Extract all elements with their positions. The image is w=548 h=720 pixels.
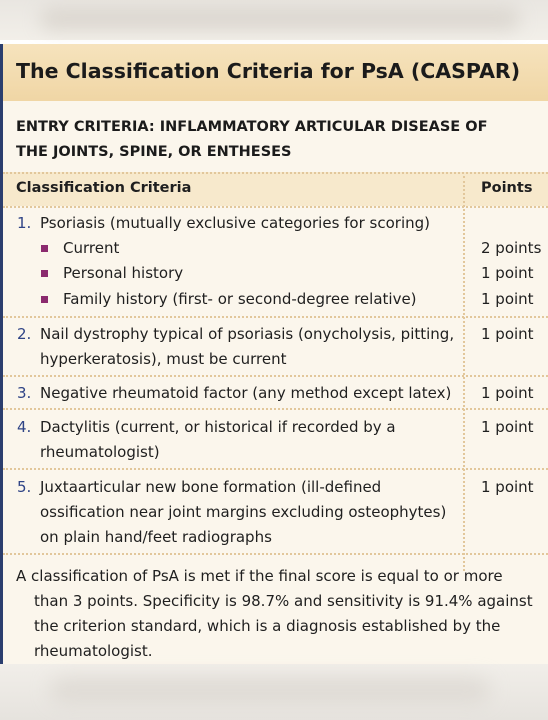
blurred-caption-area xyxy=(40,8,520,30)
bullet-square-icon xyxy=(41,296,48,303)
card-title: The Classification Criteria for PsA (CASPAR) xyxy=(16,59,521,83)
subcriterion-text: Current xyxy=(63,239,120,257)
criterion-text-line: Juxtaarticular new bone formation (ill-defined xyxy=(40,478,382,496)
criterion-text-line: Dactylitis (current, or historical if recorded by a xyxy=(40,418,396,436)
divider xyxy=(3,206,548,208)
blurred-footer-area xyxy=(50,678,490,702)
criterion-text-line: rheumatologist) xyxy=(40,443,160,461)
criterion-points: 1 point xyxy=(481,384,534,402)
criterion-number: 4. xyxy=(17,418,32,436)
entry-criteria: ENTRY CRITERIA: INFLAMMATORY ARTICULAR DISEASE OF THE JOINTS, SPINE, OR ENTHESES xyxy=(16,119,488,160)
divider xyxy=(3,316,548,318)
criterion-text-line: Negative rheumatoid factor (any method except latex) xyxy=(40,384,452,402)
summary-note: A classification of PsA is met if the final score is equal to or more than 3 points. Specificity is 98.7% and sensitivity is 91.4% against the criterion standard, which is a diagnosis established by the rheumatologist. xyxy=(16,567,533,660)
divider xyxy=(3,553,548,555)
divider xyxy=(3,408,548,410)
header-points: Points xyxy=(481,180,533,196)
criterion-points: 1 point xyxy=(481,418,534,436)
criterion-points: 2 points xyxy=(481,239,542,257)
criterion-text: Psoriasis (mutually exclusive categories for scoring) xyxy=(40,214,430,232)
criterion-points: 1 point xyxy=(481,290,534,308)
blurred-top-banner xyxy=(0,0,548,40)
criterion-number: 5. xyxy=(17,478,32,496)
criterion-number: 3. xyxy=(17,384,32,402)
subcriterion-text: Family history (first- or second-degree relative) xyxy=(63,290,417,308)
column-divider xyxy=(463,176,465,571)
header-classification-criteria: Classification Criteria xyxy=(16,180,192,196)
blurred-bottom-banner xyxy=(0,664,548,720)
criterion-text-line: hyperkeratosis), must be current xyxy=(40,350,287,368)
criterion-text-line: Nail dystrophy typical of psoriasis (onycholysis, pitting, xyxy=(40,325,455,343)
bullet-square-icon xyxy=(41,245,48,252)
divider xyxy=(3,375,548,377)
caspar-criteria-card xyxy=(0,44,548,664)
criterion-points: 1 point xyxy=(481,264,534,282)
criterion-text-line: ossification near joint margins excluding osteophytes) xyxy=(40,503,447,521)
criterion-text-line: on plain hand/feet radiographs xyxy=(40,528,272,546)
divider xyxy=(3,172,548,174)
criterion-number: 1. xyxy=(17,214,32,232)
divider xyxy=(3,468,548,470)
criterion-points: 1 point xyxy=(481,325,534,343)
bullet-square-icon xyxy=(41,270,48,277)
criterion-number: 2. xyxy=(17,325,32,343)
criterion-points: 1 point xyxy=(481,478,534,496)
subcriterion-text: Personal history xyxy=(63,264,184,282)
